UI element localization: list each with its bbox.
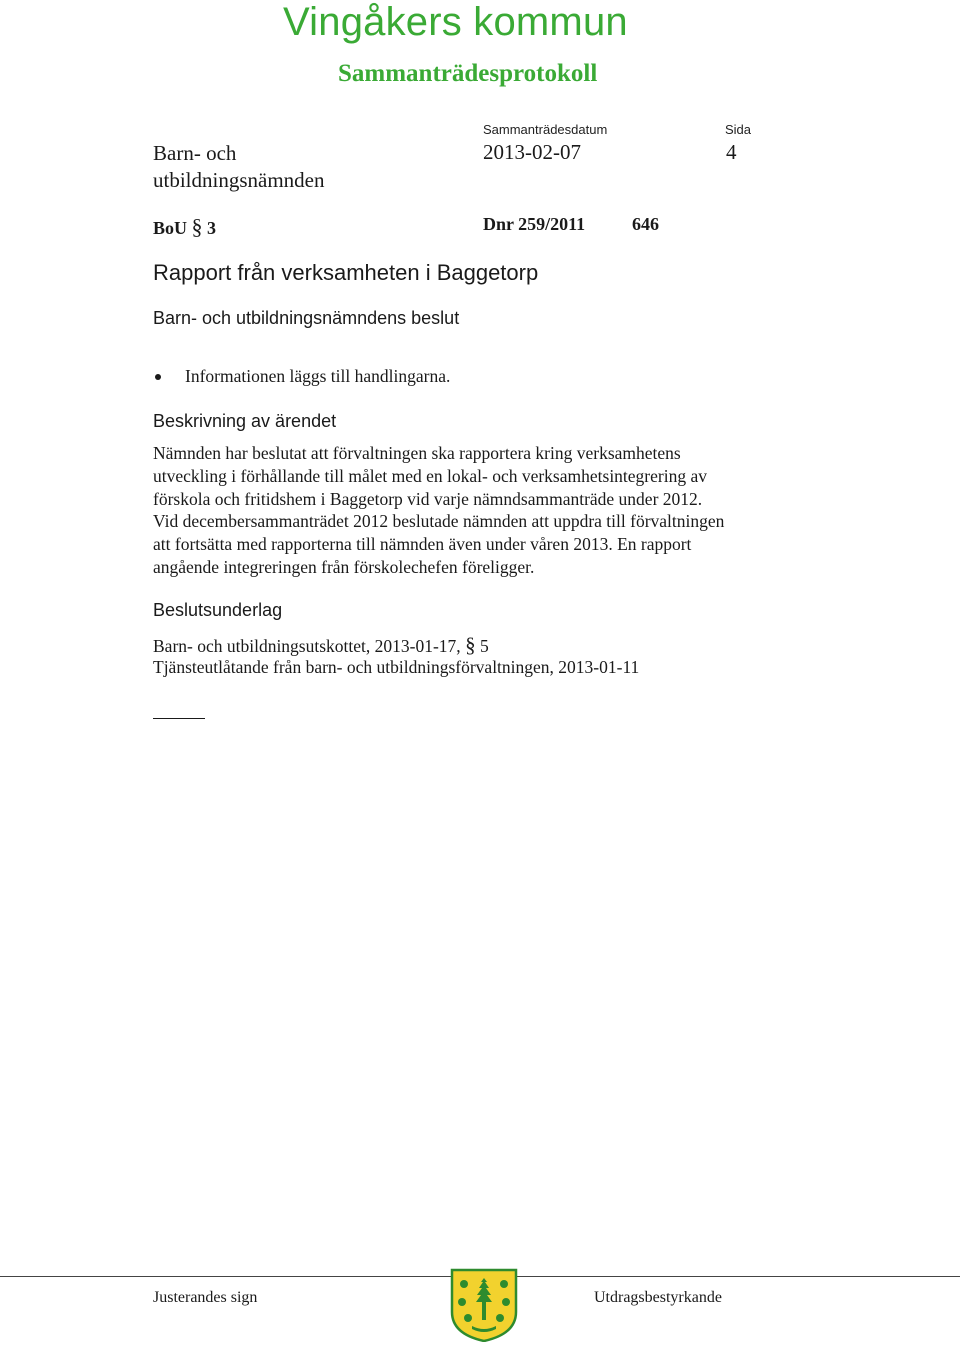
bullet-icon — [155, 374, 161, 380]
page-number: 4 — [726, 140, 737, 164]
date-label: Sammanträdesdatum — [483, 122, 608, 137]
section-sign-icon: § — [465, 633, 476, 657]
description-line: utveckling i förhållande till målet med en lokal- och verksamhetsintegrering av — [153, 465, 707, 486]
case-dnr: Dnr 259/2011 — [483, 214, 586, 234]
meeting-date: 2013-02-07 — [483, 140, 581, 164]
description-line: förskola och fritidshem i Baggetorp vid varje nämndsammanträde under 2012. — [153, 488, 703, 509]
committee-name: Barn- och utbildningsnämnden — [153, 141, 325, 192]
section-prefix: BoU — [153, 218, 188, 238]
document-type: Sammanträdesprotokoll — [338, 60, 598, 87]
case-code: 646 — [632, 214, 659, 234]
end-rule — [153, 718, 205, 719]
description-line: att fortsätta med rapporterna till nämnden även under våren 2013. En rapport — [153, 534, 692, 555]
basis-line-1-text: Barn- och utbildningsutskottet, 2013-01-17, — [153, 636, 461, 656]
basis-line-1 — [153, 633, 489, 658]
description-line: angående integreringen från förskolechefen föreligger. — [153, 556, 535, 577]
description-line: Vid decembersammanträdet 2012 beslutade nämnden att uppdra till förvaltningen — [153, 511, 725, 532]
description-line: Nämnden har beslutat att förvaltningen ska rapportera kring verksamhetens — [153, 443, 681, 463]
page-label: Sida — [725, 122, 752, 137]
decision-item: Informationen läggs till handlingarna. — [185, 366, 451, 386]
description-paragraph — [153, 442, 813, 579]
basis-line-2: Tjänsteutlåtande från barn- och utbildningsförvaltningen, 2013-01-11 — [153, 657, 640, 677]
municipal-crest-icon — [450, 1268, 518, 1342]
footer-utdragsbestyrkande: Utdragsbestyrkande — [594, 1289, 722, 1306]
basis-line-1-number: 5 — [479, 636, 489, 656]
case-section — [153, 214, 216, 240]
decision-heading: Barn- och utbildningsnämndens beslut — [153, 308, 460, 328]
section-sign-icon: § — [191, 214, 203, 239]
basis-heading: Beslutsunderlag — [153, 600, 283, 620]
section-number: 3 — [207, 218, 217, 238]
description-heading: Beskrivning av ärendet — [153, 411, 337, 431]
footer-justerandes-sign: Justerandes sign — [153, 1289, 258, 1306]
municipality-name: Vingåkers kommun — [283, 0, 628, 44]
case-title: Rapport från verksamheten i Baggetorp — [153, 260, 539, 285]
